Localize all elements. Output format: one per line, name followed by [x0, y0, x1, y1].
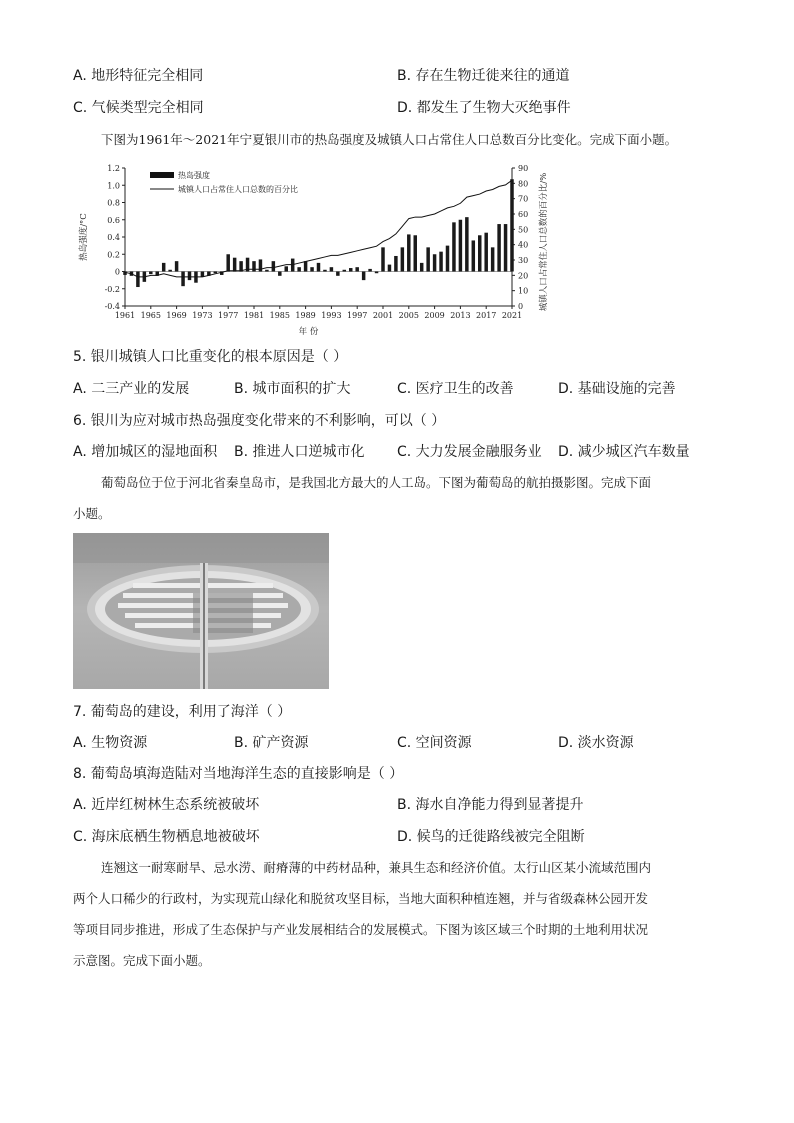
q8-option-a: A. 近岸红树林生态系统被破坏 [73, 797, 260, 813]
q8-option-b: B. 海水自净能力得到显著提升 [397, 797, 584, 813]
heat-bar [388, 265, 391, 272]
heat-bar [381, 247, 384, 271]
q5-option-a: A. 二三产业的发展 [73, 381, 190, 397]
right-tick-label: 60 [518, 210, 529, 219]
right-tick-label: 30 [518, 256, 529, 265]
x-tick-label: 1997 [347, 311, 368, 320]
heat-bar [201, 272, 204, 277]
right-tick-label: 40 [518, 240, 529, 250]
heat-bar [484, 233, 487, 272]
x-tick-label: 1965 [140, 311, 161, 320]
heat-bar [136, 272, 139, 288]
x-tick-label: 1993 [321, 311, 342, 320]
legend-line-label: 城镇人口占常住人口总数的百分比 [178, 185, 298, 194]
heat-bar [278, 272, 281, 276]
chart-svg [70, 153, 560, 343]
q5-option-b: B. 城市面积的扩大 [234, 381, 351, 397]
heat-bar [510, 179, 513, 271]
heat-bar [452, 222, 455, 271]
heat-bar [123, 272, 126, 275]
q6-option-a: A. 增加城区的湿地面积 [73, 444, 218, 460]
q7-option-c: C. 空间资源 [397, 735, 472, 751]
left-tick-label: 0.6 [107, 215, 120, 225]
heat-bar [504, 224, 507, 271]
x-tick-label: 1973 [192, 311, 213, 320]
q7-option-a: A. 生物资源 [73, 735, 148, 751]
heat-bar [343, 270, 346, 272]
q5-option-c: C. 医疗卫生的改善 [397, 381, 514, 397]
q8-option-c: C. 海床底栖生物栖息地被破坏 [73, 829, 260, 845]
heat-bar [168, 270, 171, 272]
x-tick-label: 1985 [269, 311, 290, 320]
heat-bar [426, 247, 429, 271]
heat-bar [394, 256, 397, 272]
heat-bar [491, 247, 494, 271]
island-intro-line2: 小题。 [73, 506, 111, 521]
chart-legend [150, 170, 298, 194]
heat-bar [407, 234, 410, 271]
left-tick-label: 1.2 [107, 164, 120, 173]
legend-bar-swatch [150, 172, 174, 178]
left-tick-label: -0.2 [104, 284, 120, 294]
y-axis-left-label: 热岛强度/°C [79, 213, 89, 261]
q8-stem: 8. 葡萄岛填海造陆对当地海洋生态的直接影响是（ ） [73, 766, 404, 782]
q7-option-d: D. 淡水资源 [558, 735, 634, 751]
heat-bar [401, 247, 404, 271]
heat-bar [272, 261, 275, 271]
heat-bar [149, 272, 152, 275]
x-tick-label: 2001 [372, 311, 394, 320]
x-tick-label: 2021 [501, 311, 523, 320]
heat-bar [446, 246, 449, 272]
x-tick-label: 1969 [166, 311, 187, 320]
q7-stem: 7. 葡萄岛的建设，利用了海洋（ ） [73, 704, 292, 720]
left-tick-label: 0 [114, 267, 120, 277]
q5-option-d: D. 基础设施的完善 [558, 381, 676, 397]
right-tick-label: 10 [518, 286, 529, 296]
q7-option-b: B. 矿产资源 [234, 735, 309, 751]
q5-stem: 5. 银川城镇人口比重变化的根本原因是（ ） [73, 349, 348, 365]
heat-bar [439, 252, 442, 272]
heat-bar [336, 272, 339, 276]
heat-bar [233, 258, 236, 272]
heat-bar [226, 254, 229, 271]
legend-bar-label: 热岛强度 [178, 171, 210, 180]
heat-bar [188, 272, 191, 281]
heat-bar [465, 217, 468, 271]
x-tick-label: 2013 [450, 311, 471, 320]
x-tick-label: 2005 [398, 311, 419, 320]
heat-bar [317, 263, 320, 272]
right-tick-label: 90 [518, 164, 529, 173]
x-tick-label: 1977 [218, 311, 239, 320]
heat-bar [433, 254, 436, 271]
forsythia-intro-line3: 等项目同步推进，形成了生态保护与产业发展相结合的发展模式。下图为该区域三个时期的土地利用状况 [73, 922, 649, 937]
chart-bars [123, 179, 513, 287]
left-tick-label: 0.8 [107, 198, 120, 208]
q4-option-c: C. 气候类型完全相同 [73, 100, 204, 116]
heat-bar [175, 261, 178, 271]
q6-stem: 6. 银川为应对城市热岛强度变化带来的不利影响，可以（ ） [73, 413, 446, 429]
chart-intro: 下图为1961年～2021年宁夏银川市的热岛强度及城镇人口占常住人口总数百分比变化。完成下面小题。 [101, 132, 678, 147]
y-axis-right-label: 城镇人口占常住人口总数的百分比/% [539, 172, 549, 312]
heat-bar [497, 224, 500, 271]
grape-island-aerial-photo [73, 533, 329, 689]
x-tick-label: 1981 [243, 311, 265, 320]
heat-bar [349, 268, 352, 271]
heat-bar [355, 267, 358, 271]
heat-bar [323, 270, 326, 272]
heat-bar [472, 240, 475, 271]
q4-option-a: A. 地形特征完全相同 [73, 68, 204, 84]
forsythia-intro-line2: 两个人口稀少的行政村，为实现荒山绿化和脱贫攻坚目标，当地大面积种植连翘，并与省级森林公园开发 [73, 891, 649, 906]
heat-bar [265, 270, 268, 272]
heat-bar [162, 263, 165, 272]
left-tick-label: -0.4 [104, 302, 120, 311]
heat-bar [310, 267, 313, 271]
left-tick-label: 0.2 [107, 250, 120, 260]
x-tick-label: 2017 [476, 311, 497, 320]
forsythia-intro-line4: 示意图。完成下面小题。 [73, 953, 211, 968]
right-tick-label: 70 [518, 194, 529, 204]
q4-option-d: D. 都发生了生物大灭绝事件 [397, 100, 571, 116]
heat-bar [181, 272, 184, 287]
heat-bar [252, 261, 255, 271]
q6-option-b: B. 推进人口逆城市化 [234, 444, 365, 460]
right-tick-label: 20 [518, 271, 529, 281]
heat-bar [368, 269, 371, 272]
heat-bar [459, 220, 462, 272]
heat-island-chart [70, 153, 560, 343]
q8-option-d: D. 候鸟的迁徙路线被完全阻断 [397, 829, 585, 845]
heat-bar [478, 235, 481, 271]
heat-bar [297, 267, 300, 271]
q6-option-d: D. 减少城区汽车数量 [558, 444, 690, 460]
left-tick-label: 0.4 [107, 233, 120, 242]
x-tick-label: 1989 [295, 311, 316, 320]
q4-option-b: B. 存在生物迁徙来往的通道 [397, 68, 570, 84]
heat-bar [304, 261, 307, 271]
x-axis-label: 年 份 [298, 327, 319, 337]
forsythia-intro-line1: 连翘这一耐寒耐旱、忌水涝、耐瘠薄的中药材品种，兼具生态和经济价值。太行山区某小流域范围内 [101, 860, 652, 875]
left-tick-label: 1.0 [107, 181, 120, 191]
heat-bar [214, 272, 217, 274]
x-tick-label: 1961 [114, 311, 136, 320]
heat-bar [414, 235, 417, 271]
heat-bar [285, 266, 288, 271]
x-tick-label: 2009 [424, 311, 445, 320]
heat-bar [420, 263, 423, 272]
right-tick-label: 50 [518, 225, 529, 235]
heat-bar [330, 267, 333, 271]
right-tick-label: 0 [518, 302, 524, 311]
heat-bar [375, 272, 378, 274]
q6-option-c: C. 大力发展金融服务业 [397, 444, 542, 460]
heat-bar [362, 272, 365, 281]
island-intro-line1: 葡萄岛位于位于河北省秦皇岛市，是我国北方最大的人工岛。下图为葡萄岛的航拍摄影图。完成下面 [101, 475, 652, 490]
right-tick-label: 80 [518, 179, 529, 189]
